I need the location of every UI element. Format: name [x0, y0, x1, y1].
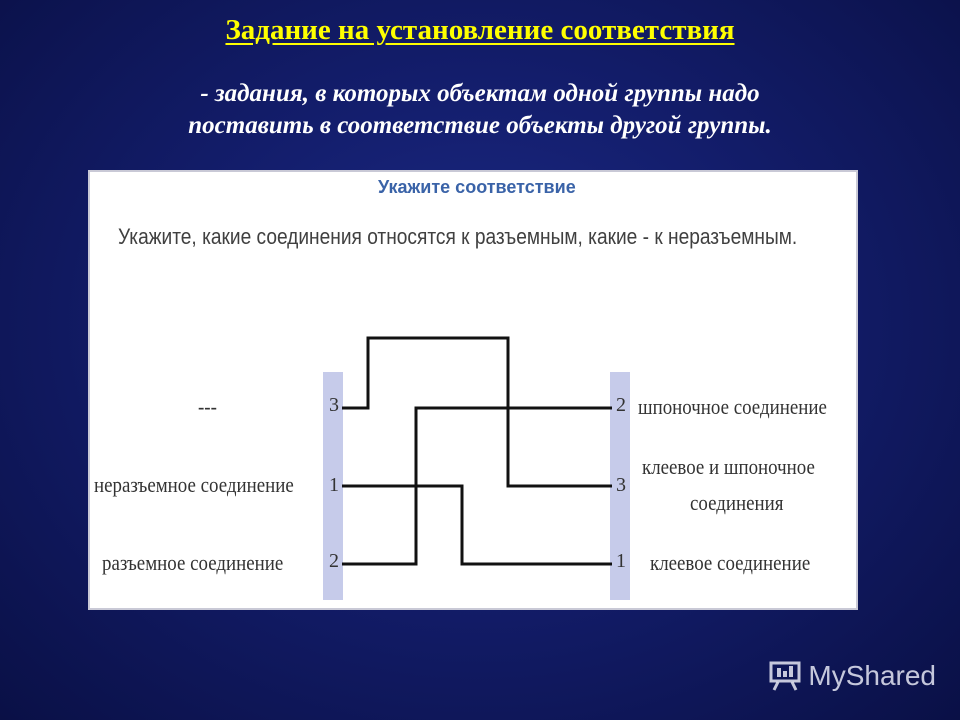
panel-question: Укажите, какие соединения относятся к разъемным, какие - к неразъемным. — [118, 224, 798, 249]
right-item-number[interactable]: 1 — [616, 550, 626, 572]
slide-title: Задание на установление соответствия — [225, 14, 735, 46]
right-item-label: шпоночное соединение — [638, 394, 827, 419]
subtitle-line-2: поставить в соответствие объекты другой группы. — [188, 112, 772, 139]
left-item-label: неразъемное соединение — [94, 472, 294, 497]
watermark — [768, 660, 936, 692]
left-item-label: разъемное соединение — [102, 550, 284, 575]
wire-3-to-3[interactable] — [342, 338, 612, 486]
left-item-number[interactable]: 2 — [329, 550, 339, 572]
wire-1-to-1[interactable] — [342, 486, 612, 564]
right-item-label-line-2: соединения — [690, 490, 784, 515]
right-item-number[interactable]: 2 — [616, 394, 626, 416]
panel-heading: Укажите соответствие — [378, 177, 576, 197]
left-item-label: --- — [198, 394, 217, 419]
matching-wires — [90, 172, 856, 608]
presentation-icon — [768, 660, 802, 692]
matching-task-panel — [88, 170, 858, 610]
slide-subtitle — [60, 78, 900, 142]
subtitle-line-1: - задания, в которых объектам одной группы надо — [200, 80, 760, 107]
right-item-label-line-1: клеевое и шпоночное — [642, 454, 815, 479]
left-item-number[interactable]: 1 — [329, 474, 339, 496]
watermark-text: MyShared — [808, 660, 936, 691]
right-item-label: клеевое соединение — [650, 550, 811, 575]
left-item-number[interactable]: 3 — [329, 394, 339, 416]
right-item-number[interactable]: 3 — [616, 474, 626, 496]
